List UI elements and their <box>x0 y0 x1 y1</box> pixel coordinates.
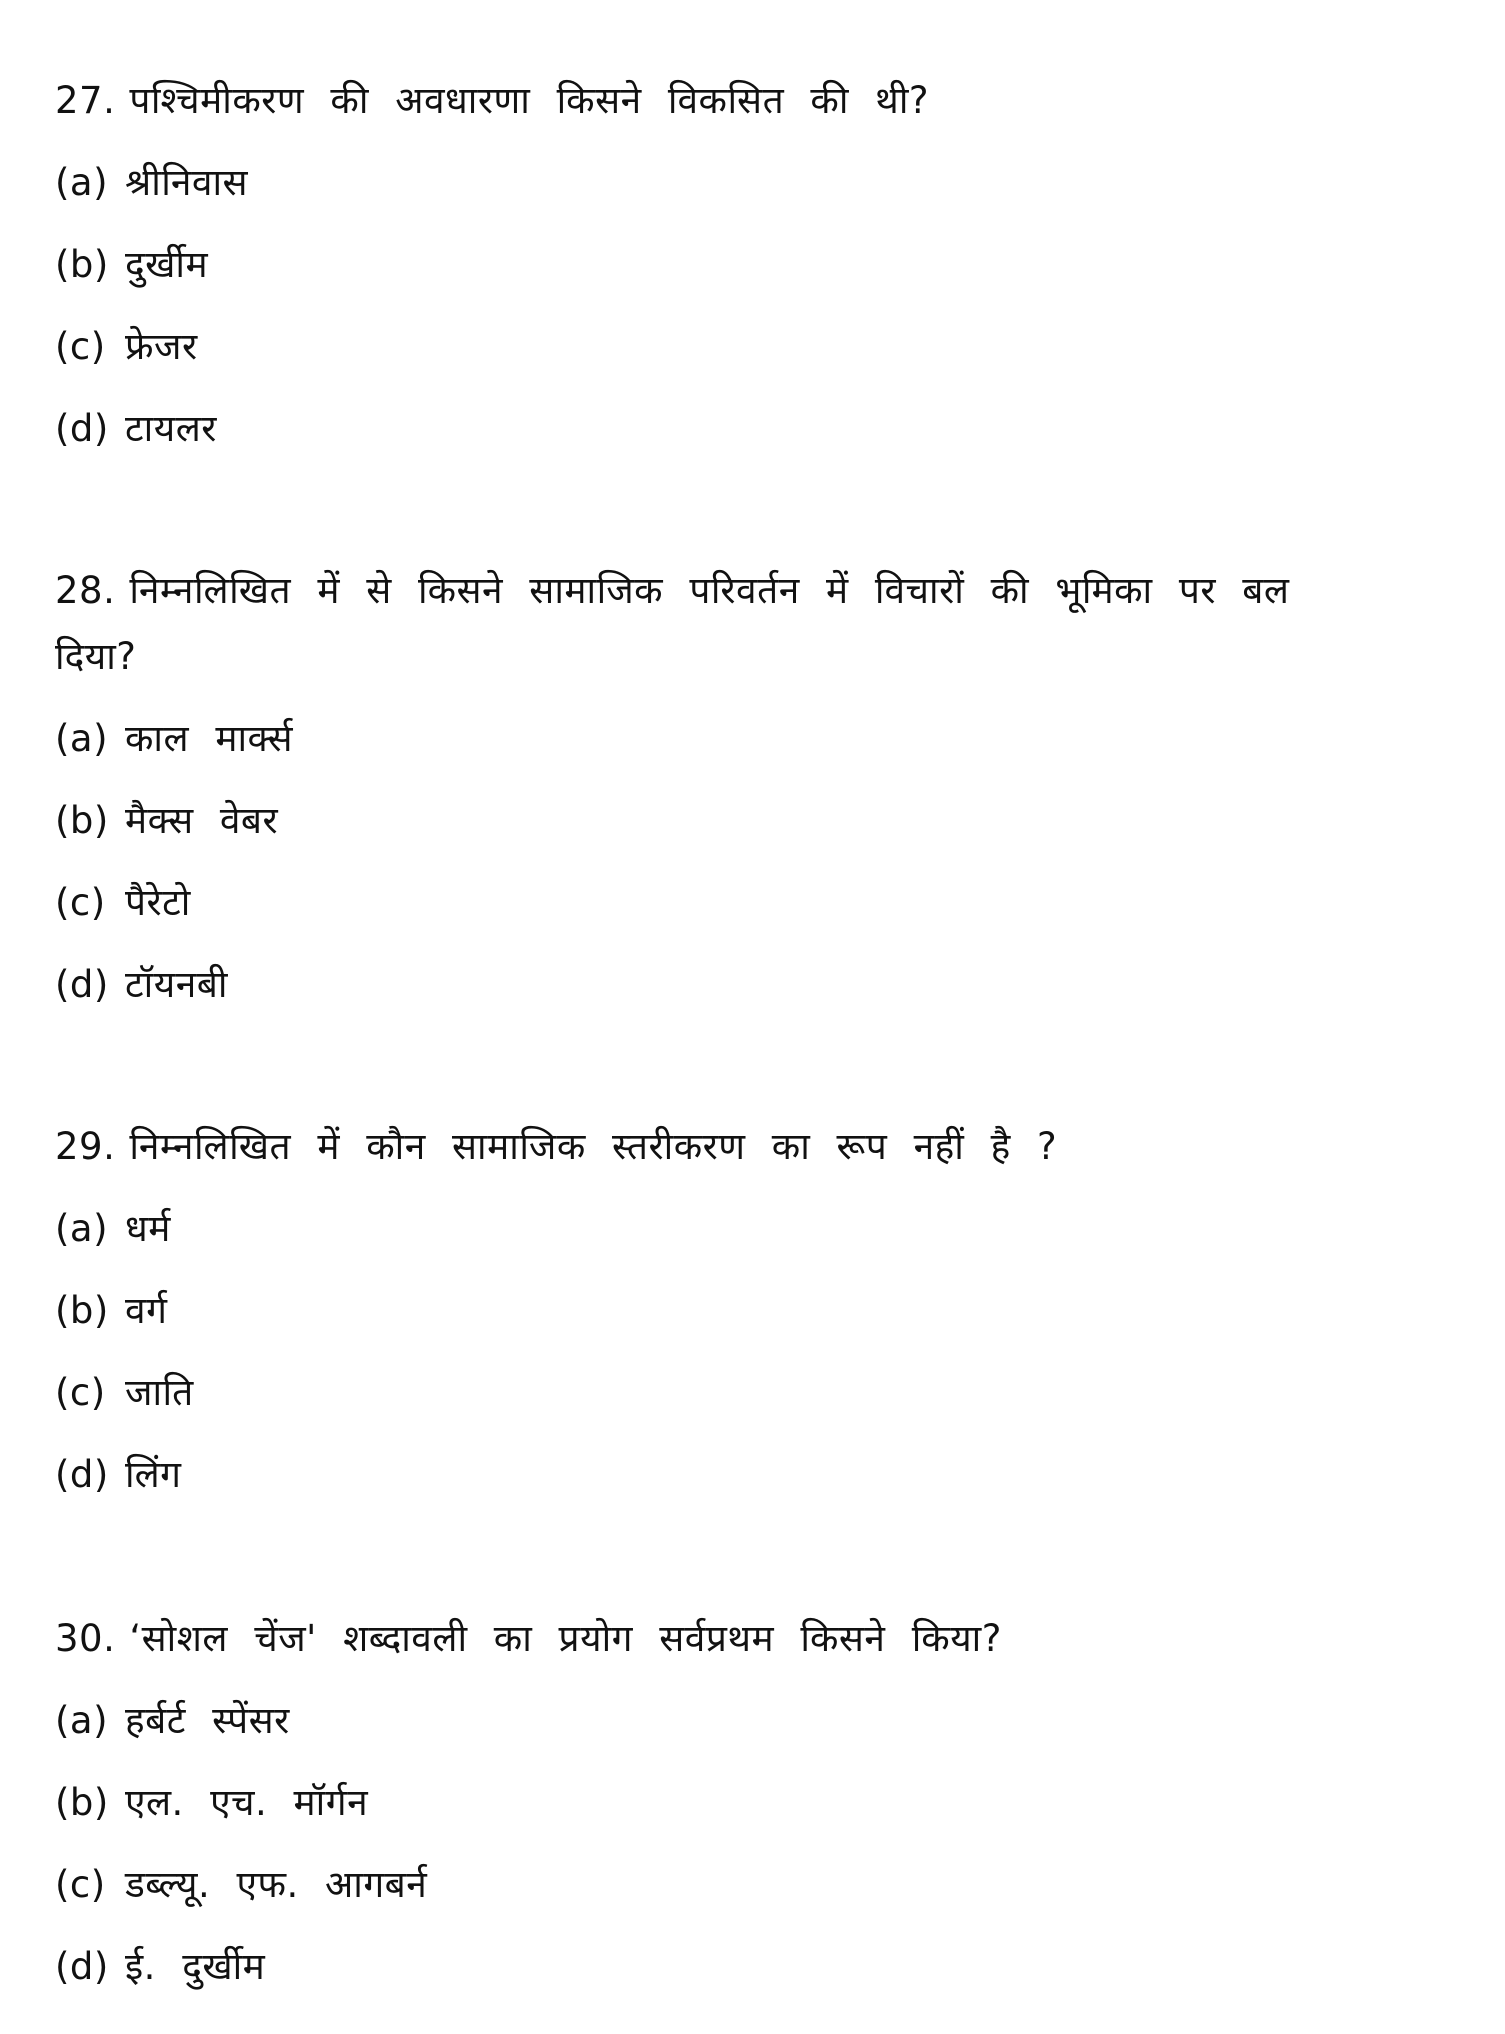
question-29 <box>55 1114 1385 1516</box>
option-label: (a) <box>55 717 109 760</box>
option-text: जाति <box>125 1371 194 1414</box>
option-text: दुर्खीम <box>125 243 209 286</box>
option-text: टॉयनबी <box>125 963 228 1006</box>
question-number: 29. <box>55 1125 116 1168</box>
option-label: (d) <box>55 407 109 450</box>
option-label: (d) <box>55 963 109 1006</box>
option-label: (b) <box>55 1781 109 1824</box>
option-label: (b) <box>55 243 109 286</box>
question-number: 30. <box>55 1617 116 1660</box>
option-label: (c) <box>55 881 106 924</box>
option-a <box>55 142 1385 224</box>
question-text <box>55 68 1385 134</box>
question-27 <box>55 68 1385 470</box>
option-label: (b) <box>55 1289 109 1332</box>
option-d <box>55 944 1385 1026</box>
question-number: 27. <box>55 79 116 122</box>
option-b <box>55 780 1385 862</box>
option-text: पैरेटो <box>125 881 191 924</box>
option-text: श्रीनिवास <box>125 161 249 204</box>
option-a <box>55 698 1385 780</box>
option-label: (c) <box>55 1371 106 1414</box>
option-text: लिंग <box>125 1453 182 1496</box>
option-text: टायलर <box>125 407 217 450</box>
question-stem: पश्चिमीकरण की अवधारणा किसने विकसित की थी? <box>129 79 930 122</box>
option-text: वर्ग <box>125 1289 168 1332</box>
option-text: मैक्स वेबर <box>125 799 279 842</box>
option-label: (c) <box>55 1863 106 1906</box>
option-label: (a) <box>55 1699 109 1742</box>
option-text: धर्म <box>125 1207 171 1250</box>
option-text: काल मार्क्स <box>125 717 294 760</box>
option-c <box>55 862 1385 944</box>
question-28 <box>55 558 1385 1026</box>
question-text <box>55 1606 1385 1672</box>
option-text: हर्बर्ट स्पेंसर <box>125 1699 290 1742</box>
option-text: फ्रेजर <box>125 325 198 368</box>
option-d <box>55 388 1385 470</box>
question-number: 28. <box>55 569 116 612</box>
option-label: (a) <box>55 161 109 204</box>
option-c <box>55 306 1385 388</box>
option-label: (b) <box>55 799 109 842</box>
option-c <box>55 1352 1385 1434</box>
option-b <box>55 224 1385 306</box>
option-b <box>55 1762 1385 1844</box>
option-label: (c) <box>55 325 106 368</box>
option-label: (d) <box>55 1945 109 1988</box>
option-label: (d) <box>55 1453 109 1496</box>
question-stem: निम्नलिखित में से किसने सामाजिक परिवर्तन में विचारों की भूमिका पर बल दिया? <box>55 569 1290 678</box>
question-stem: निम्नलिखित में कौन सामाजिक स्तरीकरण का रूप नहीं है ? <box>129 1125 1058 1168</box>
option-text: डब्ल्यू. एफ. आगबर्न <box>125 1863 428 1906</box>
question-stem: ‘सोशल चेंज' शब्दावली का प्रयोग सर्वप्रथम किसने किया? <box>129 1617 1002 1660</box>
question-text <box>55 1114 1385 1180</box>
option-text: ई. दुर्खीम <box>125 1945 266 1988</box>
question-30 <box>55 1606 1385 2008</box>
option-a <box>55 1680 1385 1762</box>
option-c <box>55 1844 1385 1926</box>
option-d <box>55 1926 1385 2008</box>
option-a <box>55 1188 1385 1270</box>
option-d <box>55 1434 1385 1516</box>
question-text <box>55 558 1385 690</box>
option-b <box>55 1270 1385 1352</box>
option-text: एल. एच. मॉर्गन <box>125 1781 369 1824</box>
option-label: (a) <box>55 1207 109 1250</box>
